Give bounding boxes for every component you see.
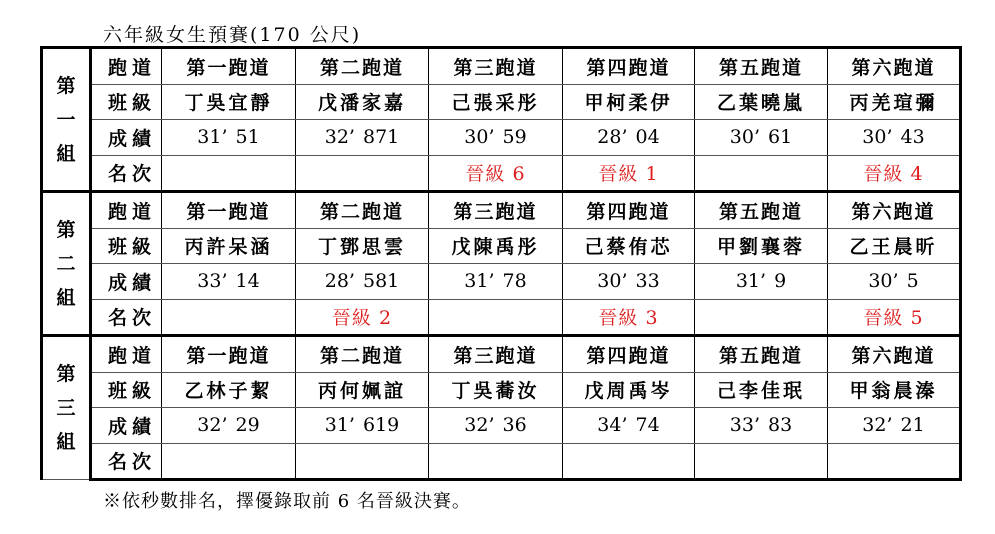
score-cell: 32’ 21 xyxy=(828,408,961,444)
rank-cell xyxy=(695,155,828,192)
class-cell: 己張采彤 xyxy=(429,84,563,120)
rank-cell: 晉級 1 xyxy=(563,155,695,192)
lane-header: 第四跑道 xyxy=(563,192,695,229)
lane-header: 第四跑道 xyxy=(563,336,695,373)
rank-row xyxy=(42,155,961,192)
group-1 xyxy=(42,48,961,192)
lane-header: 第三跑道 xyxy=(429,48,563,85)
lane-header: 第六跑道 xyxy=(828,192,961,229)
rank-cell xyxy=(695,443,828,480)
footnote: ※依秒數排名，擇優錄取前 6 名晉級決賽。 xyxy=(103,491,471,512)
score-cell: 30’ 61 xyxy=(695,120,828,156)
score-row xyxy=(42,408,961,444)
score-cell: 31’ 9 xyxy=(695,264,828,300)
row-label-score: 成績 xyxy=(91,120,162,156)
class-row xyxy=(42,228,961,264)
class-cell: 丁吳蕎汝 xyxy=(429,372,563,408)
rank-cell xyxy=(296,443,429,480)
row-label-class: 班級 xyxy=(91,84,162,120)
group-label: 第 一 組 xyxy=(42,48,91,192)
lane-header: 第三跑道 xyxy=(429,192,563,229)
lane-header: 第一跑道 xyxy=(162,336,296,373)
group-label: 第 二 組 xyxy=(42,192,91,336)
score-cell: 28’ 581 xyxy=(296,264,429,300)
page-title: 六年級女生預賽(170 公尺) xyxy=(103,24,362,46)
class-cell: 乙林子絜 xyxy=(162,372,296,408)
rank-cell xyxy=(296,155,429,192)
class-cell: 丁鄧思雲 xyxy=(296,228,429,264)
score-cell: 30’ 5 xyxy=(828,264,961,300)
score-cell: 31’ 619 xyxy=(296,408,429,444)
score-cell: 30’ 33 xyxy=(563,264,695,300)
class-cell: 己李佳珉 xyxy=(695,372,828,408)
rank-cell xyxy=(695,299,828,336)
lane-header: 第三跑道 xyxy=(429,336,563,373)
row-label-score: 成績 xyxy=(91,408,162,444)
lane-header: 第一跑道 xyxy=(162,48,296,85)
rank-cell: 晉級 3 xyxy=(563,299,695,336)
class-cell: 戊陳禹彤 xyxy=(429,228,563,264)
rank-cell xyxy=(429,299,563,336)
lane-row xyxy=(42,48,961,85)
class-cell: 丙羌瑄彌 xyxy=(828,84,961,120)
class-cell: 己蔡侑芯 xyxy=(563,228,695,264)
score-cell: 32’ 36 xyxy=(429,408,563,444)
class-cell: 戊潘家嘉 xyxy=(296,84,429,120)
score-row xyxy=(42,264,961,300)
lane-header: 第二跑道 xyxy=(296,336,429,373)
score-cell: 30’ 59 xyxy=(429,120,563,156)
score-cell: 33’ 83 xyxy=(695,408,828,444)
rank-cell xyxy=(563,443,695,480)
class-cell: 甲柯柔伊 xyxy=(563,84,695,120)
rank-cell xyxy=(162,155,296,192)
row-label-rank: 名次 xyxy=(91,443,162,480)
lane-header: 第五跑道 xyxy=(695,48,828,85)
class-cell: 甲劉襄蓉 xyxy=(695,228,828,264)
row-label-rank: 名次 xyxy=(91,155,162,192)
class-cell: 乙葉曉嵐 xyxy=(695,84,828,120)
class-row xyxy=(42,84,961,120)
rank-cell xyxy=(162,443,296,480)
class-cell: 丁吳宜靜 xyxy=(162,84,296,120)
rank-cell xyxy=(162,299,296,336)
score-cell: 33’ 14 xyxy=(162,264,296,300)
row-label-class: 班級 xyxy=(91,228,162,264)
row-label-class: 班級 xyxy=(91,372,162,408)
lane-header: 第五跑道 xyxy=(695,192,828,229)
group-label: 第 三 組 xyxy=(42,336,91,480)
class-cell: 甲翁晨溱 xyxy=(828,372,961,408)
lane-header: 第六跑道 xyxy=(828,336,961,373)
rank-cell: 晉級 4 xyxy=(828,155,961,192)
row-label-lane: 跑道 xyxy=(91,48,162,85)
class-cell: 乙王晨昕 xyxy=(828,228,961,264)
class-cell: 戊周禹岑 xyxy=(563,372,695,408)
class-cell: 丙許呆涵 xyxy=(162,228,296,264)
score-cell: 32’ 871 xyxy=(296,120,429,156)
rank-cell: 晉級 2 xyxy=(296,299,429,336)
lane-row xyxy=(42,336,961,373)
rank-row xyxy=(42,443,961,480)
class-row xyxy=(42,372,961,408)
lane-header: 第六跑道 xyxy=(828,48,961,85)
lane-row xyxy=(42,192,961,229)
rank-cell: 晉級 5 xyxy=(828,299,961,336)
class-cell: 丙何姵誼 xyxy=(296,372,429,408)
lane-header: 第一跑道 xyxy=(162,192,296,229)
lane-header: 第二跑道 xyxy=(296,192,429,229)
lane-header: 第五跑道 xyxy=(695,336,828,373)
row-label-score: 成績 xyxy=(91,264,162,300)
group-2 xyxy=(42,192,961,336)
score-row xyxy=(42,120,961,156)
row-label-lane: 跑道 xyxy=(91,336,162,373)
score-cell: 32’ 29 xyxy=(162,408,296,444)
lane-header: 第四跑道 xyxy=(563,48,695,85)
results-table xyxy=(40,46,962,481)
rank-row xyxy=(42,299,961,336)
row-label-lane: 跑道 xyxy=(91,192,162,229)
score-cell: 34’ 74 xyxy=(563,408,695,444)
rank-cell: 晉級 6 xyxy=(429,155,563,192)
score-cell: 30’ 43 xyxy=(828,120,961,156)
group-3 xyxy=(42,336,961,480)
score-cell: 31’ 51 xyxy=(162,120,296,156)
score-cell: 31’ 78 xyxy=(429,264,563,300)
rank-cell xyxy=(828,443,961,480)
lane-header: 第二跑道 xyxy=(296,48,429,85)
row-label-rank: 名次 xyxy=(91,299,162,336)
rank-cell xyxy=(429,443,563,480)
score-cell: 28’ 04 xyxy=(563,120,695,156)
